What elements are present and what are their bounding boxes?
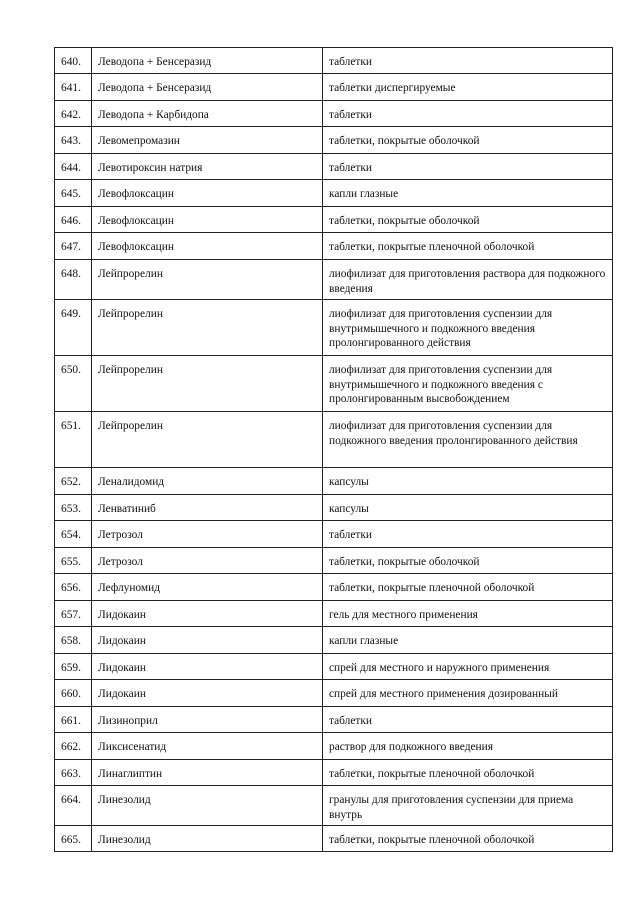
drug-name-cell: Лидокаин	[92, 627, 323, 654]
dosage-form-cell: таблетки, покрытые пленочной оболочкой	[323, 233, 613, 260]
row-number-cell: 662.	[55, 733, 92, 760]
dosage-form-cell: таблетки	[323, 521, 613, 548]
drug-name-cell: Летрозол	[92, 548, 323, 574]
table-row	[55, 180, 613, 207]
drug-name-cell: Линезолид	[92, 786, 323, 826]
row-number-cell: 655.	[55, 548, 92, 574]
drug-name-cell: Линезолид	[92, 826, 323, 852]
dosage-form-cell: гранулы для приготовления суспензии для приема внутрь	[323, 786, 613, 826]
drug-name-cell: Ленватиниб	[92, 495, 323, 521]
table-row	[55, 707, 613, 733]
dosage-form-cell: капсулы	[323, 468, 613, 495]
row-number-cell: 650.	[55, 356, 92, 412]
row-number-cell: 648.	[55, 260, 92, 300]
table-row	[55, 300, 613, 356]
drug-name-cell: Линаглиптин	[92, 760, 323, 786]
dosage-form-cell: лиофилизат для приготовления суспензии для внутримышечного и подкожного введения с пролонгированным высвобождением	[323, 356, 613, 412]
drug-name-cell: Ликсисенатид	[92, 733, 323, 760]
dosage-form-cell: таблетки, покрытые оболочкой	[323, 548, 613, 574]
row-number-cell: 665.	[55, 826, 92, 852]
table-row	[55, 154, 613, 180]
row-number-cell: 643.	[55, 127, 92, 154]
row-number-cell: 647.	[55, 233, 92, 260]
drug-name-cell: Лейпрорелин	[92, 300, 323, 356]
table-row	[55, 574, 613, 601]
row-number-cell: 640.	[55, 48, 92, 74]
row-number-cell: 653.	[55, 495, 92, 521]
table-row	[55, 826, 613, 852]
row-number-cell: 664.	[55, 786, 92, 826]
row-number-cell: 654.	[55, 521, 92, 548]
row-number-cell: 649.	[55, 300, 92, 356]
drug-name-cell: Лейпрорелин	[92, 412, 323, 468]
drug-table-body	[55, 48, 613, 852]
row-number-cell: 656.	[55, 574, 92, 601]
dosage-form-cell: раствор для подкожного введения	[323, 733, 613, 760]
dosage-form-cell: капсулы	[323, 495, 613, 521]
drug-name-cell: Левофлоксацин	[92, 233, 323, 260]
dosage-form-cell: таблетки диспергируемые	[323, 74, 613, 101]
table-row	[55, 548, 613, 574]
dosage-form-cell: спрей для местного применения дозированный	[323, 680, 613, 707]
dosage-form-cell: гель для местного применения	[323, 601, 613, 627]
table-row	[55, 654, 613, 680]
drug-name-cell: Леводопа + Карбидопа	[92, 101, 323, 127]
drug-name-cell: Лидокаин	[92, 680, 323, 707]
row-number-cell: 663.	[55, 760, 92, 786]
table-row	[55, 495, 613, 521]
table-row	[55, 468, 613, 495]
drug-name-cell: Лейпрорелин	[92, 356, 323, 412]
row-number-cell: 658.	[55, 627, 92, 654]
table-row	[55, 127, 613, 154]
table-row	[55, 786, 613, 826]
dosage-form-cell: таблетки	[323, 48, 613, 74]
drug-name-cell: Леводопа + Бенсеразид	[92, 48, 323, 74]
row-number-cell: 645.	[55, 180, 92, 207]
table-row	[55, 601, 613, 627]
dosage-form-cell: лиофилизат для приготовления раствора для подкожного введения	[323, 260, 613, 300]
drug-name-cell: Левотироксин натрия	[92, 154, 323, 180]
dosage-form-cell: капли глазные	[323, 180, 613, 207]
drug-name-cell: Лейпрорелин	[92, 260, 323, 300]
table-row	[55, 233, 613, 260]
dosage-form-cell: таблетки, покрытые оболочкой	[323, 207, 613, 233]
row-number-cell: 657.	[55, 601, 92, 627]
table-row	[55, 48, 613, 74]
table-row	[55, 680, 613, 707]
dosage-form-cell: таблетки	[323, 101, 613, 127]
row-number-cell: 659.	[55, 654, 92, 680]
table-row	[55, 733, 613, 760]
table-row	[55, 74, 613, 101]
dosage-form-cell: спрей для местного и наружного применения	[323, 654, 613, 680]
table-row	[55, 207, 613, 233]
drug-name-cell: Левофлоксацин	[92, 180, 323, 207]
row-number-cell: 652.	[55, 468, 92, 495]
table-row	[55, 260, 613, 300]
dosage-form-cell: таблетки	[323, 707, 613, 733]
dosage-form-cell: таблетки, покрытые пленочной оболочкой	[323, 574, 613, 601]
table-row	[55, 627, 613, 654]
drug-table	[54, 47, 613, 852]
row-number-cell: 642.	[55, 101, 92, 127]
row-number-cell: 644.	[55, 154, 92, 180]
drug-name-cell: Левомепромазин	[92, 127, 323, 154]
drug-name-cell: Леводопа + Бенсеразид	[92, 74, 323, 101]
row-number-cell: 651.	[55, 412, 92, 468]
drug-name-cell: Леналидомид	[92, 468, 323, 495]
drug-name-cell: Летрозол	[92, 521, 323, 548]
dosage-form-cell: капли глазные	[323, 627, 613, 654]
table-row	[55, 760, 613, 786]
row-number-cell: 641.	[55, 74, 92, 101]
table-row	[55, 356, 613, 412]
drug-name-cell: Лидокаин	[92, 654, 323, 680]
row-number-cell: 661.	[55, 707, 92, 733]
table-row	[55, 101, 613, 127]
dosage-form-cell: таблетки, покрытые пленочной оболочкой	[323, 826, 613, 852]
drug-name-cell: Левофлоксацин	[92, 207, 323, 233]
dosage-form-cell: таблетки	[323, 154, 613, 180]
drug-name-cell: Лидокаин	[92, 601, 323, 627]
row-number-cell: 660.	[55, 680, 92, 707]
table-row	[55, 412, 613, 468]
dosage-form-cell: лиофилизат для приготовления суспензии для подкожного введения пролонгированного действия	[323, 412, 613, 468]
drug-name-cell: Лефлуномид	[92, 574, 323, 601]
row-number-cell: 646.	[55, 207, 92, 233]
table-row	[55, 521, 613, 548]
drug-name-cell: Лизиноприл	[92, 707, 323, 733]
dosage-form-cell: лиофилизат для приготовления суспензии для внутримышечного и подкожного введения пролонгированного действия	[323, 300, 613, 356]
dosage-form-cell: таблетки, покрытые оболочкой	[323, 127, 613, 154]
dosage-form-cell: таблетки, покрытые пленочной оболочкой	[323, 760, 613, 786]
